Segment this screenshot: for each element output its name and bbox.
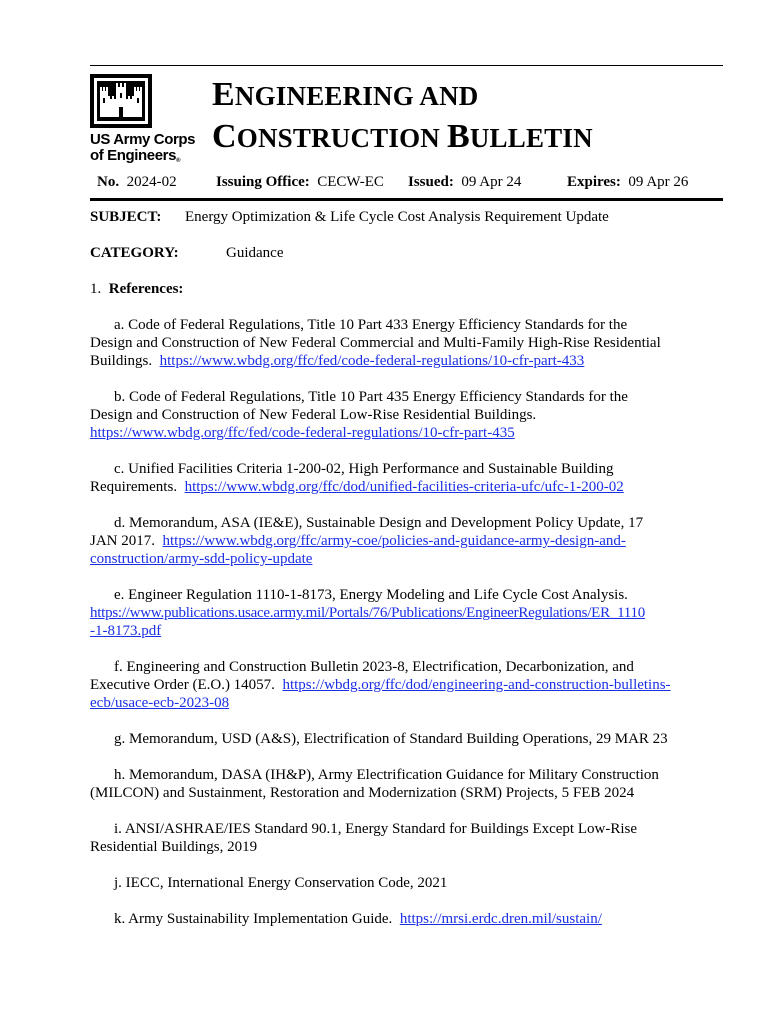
ref-i-line1: i. ANSI/ASHRAE/IES Standard 90.1, Energy Standard for Buildings Except Low-Rise xyxy=(114,821,638,837)
subject-line xyxy=(90,208,609,226)
ref-c-line2 xyxy=(90,478,624,496)
ref-d-line1: d. Memorandum, ASA (IE&E), Sustainable Design and Development Policy Update, 17 xyxy=(114,515,644,531)
bulletin-title-line1 xyxy=(212,76,478,114)
org-name-line2-text: of Engineers xyxy=(90,147,177,164)
ref-a-link[interactable]: https://www.wbdg.org/ffc/fed/code-federal-regulations/10-cfr-part-433 xyxy=(159,353,585,369)
expires-value: 09 Apr 26 xyxy=(628,174,689,190)
ref-e-link-part1[interactable]: https://www.publications.usace.army.mil/Portals/76/Publications/EngineerRegulations/ER_1110 xyxy=(90,605,645,621)
ref-c-line1: c. Unified Facilities Criteria 1-200-02, High Performance and Sustainable Building xyxy=(114,461,614,477)
ref-k-text: k. Army Sustainability Implementation Guide. xyxy=(114,911,393,927)
ref-k-link[interactable]: https://mrsi.erdc.dren.mil/sustain/ xyxy=(399,911,602,927)
ref-f-line3 xyxy=(90,694,229,712)
ref-f-line2 xyxy=(90,676,671,694)
ref-k-line1 xyxy=(114,910,602,928)
title-rest-1: NGINEERING AND xyxy=(234,81,479,111)
ref-f-link-part2[interactable]: ecb/usace-ecb-2023-08 xyxy=(90,695,230,711)
ref-e-line1: e. Engineer Regulation 1110-1-8173, Energy Modeling and Life Cycle Cost Analysis. xyxy=(114,587,628,603)
subject-label: SUBJECT: xyxy=(90,209,162,225)
expires-label: Expires: xyxy=(567,174,621,190)
expires-date xyxy=(567,174,688,191)
ref-f-text: Executive Order (E.O.) 14057. xyxy=(90,677,275,693)
ref-e-line2 xyxy=(90,604,645,622)
ref-j-line1: j. IECC, International Energy Conservation Code, 2021 xyxy=(114,875,448,891)
ref-g-line1: g. Memorandum, USD (A&S), Electrification of Standard Building Operations, 29 MAR 23 xyxy=(114,731,668,747)
ref-b-line3 xyxy=(90,424,515,442)
ref-d-line2 xyxy=(90,532,626,550)
title-initial-e: E xyxy=(212,76,235,113)
ref-a-line1: a. Code of Federal Regulations, Title 10 Part 433 Energy Efficiency Standards for the xyxy=(114,317,628,333)
bulletin-title-line2 xyxy=(212,118,593,156)
category-label: CATEGORY: xyxy=(90,245,179,261)
category-line xyxy=(90,244,284,262)
ref-b-line2: Design and Construction of New Federal Low-Rise Residential Buildings. xyxy=(90,407,537,423)
ref-d-text: JAN 2017. xyxy=(90,533,156,549)
ref-a-line2: Design and Construction of New Federal Commercial and Multi-Family High-Rise Residential xyxy=(90,335,661,351)
ref-i-line2: Residential Buildings, 2019 xyxy=(90,839,258,855)
ref-b-line1: b. Code of Federal Regulations, Title 10 Part 435 Energy Efficiency Standards for the xyxy=(114,389,628,405)
issued-label: Issued: xyxy=(408,174,454,190)
office-label: Issuing Office: xyxy=(216,174,310,190)
title-initial-c: C xyxy=(212,118,237,155)
ref-h-line2: (MILCON) and Sustainment, Restoration and Modernization (SRM) Projects, 5 FEB 2024 xyxy=(90,785,635,801)
issued-date xyxy=(408,174,521,191)
ref-d-link-part2[interactable]: construction/army-sdd-policy-update xyxy=(90,551,313,567)
number-label: No. xyxy=(97,174,120,190)
ref-d-link-part1[interactable]: https://www.wbdg.org/ffc/army-coe/policies-and-guidance-army-design-and- xyxy=(162,533,626,549)
ref-f-line1: f. Engineering and Construction Bulletin 2023-8, Electrification, Decarbonization, and xyxy=(114,659,634,675)
header-divider xyxy=(90,198,723,201)
number-value: 2024-02 xyxy=(126,174,177,190)
ref-f-link-part1[interactable]: https://wbdg.org/ffc/dod/engineering-and-construction-bulletins- xyxy=(282,677,671,693)
castle-icon xyxy=(90,74,152,128)
ref-c-link[interactable]: https://www.wbdg.org/ffc/dod/unified-facilities-criteria-ufc/ufc-1-200-02 xyxy=(184,479,624,495)
org-name-line2 xyxy=(90,148,180,169)
ref-e-line3 xyxy=(90,622,161,640)
ref-e-link-part2[interactable]: -1-8173.pdf xyxy=(90,623,162,639)
ref-d-line3 xyxy=(90,550,312,568)
usace-logo xyxy=(90,74,204,166)
category-value: Guidance xyxy=(226,245,284,261)
ref-a-line3 xyxy=(90,352,584,370)
title-initial-b: B xyxy=(446,118,470,155)
top-rule xyxy=(90,65,723,66)
title-rest-2: ONSTRUCTION xyxy=(236,123,447,153)
issuing-office xyxy=(216,174,384,191)
issued-value: 09 Apr 24 xyxy=(461,174,522,190)
ref-c-text: Requirements. xyxy=(90,479,178,495)
section-heading: References: xyxy=(108,281,184,297)
office-value: CECW-EC xyxy=(317,174,384,190)
registered-mark: ® xyxy=(176,158,181,164)
ref-a-text: Buildings. xyxy=(90,353,153,369)
ref-h-line1: h. Memorandum, DASA (IH&P), Army Electrification Guidance for Military Construction xyxy=(114,767,659,783)
subject-value: Energy Optimization & Life Cycle Cost Analysis Requirement Update xyxy=(185,209,609,225)
bulletin-number xyxy=(97,174,177,191)
org-name-line1: US Army Corps xyxy=(90,131,196,148)
section-references-heading xyxy=(90,280,183,298)
ref-b-link[interactable]: https://www.wbdg.org/ffc/fed/code-federal-regulations/10-cfr-part-435 xyxy=(90,425,515,441)
section-number: 1. xyxy=(90,281,102,297)
title-rest-3: ULLETIN xyxy=(469,123,593,153)
